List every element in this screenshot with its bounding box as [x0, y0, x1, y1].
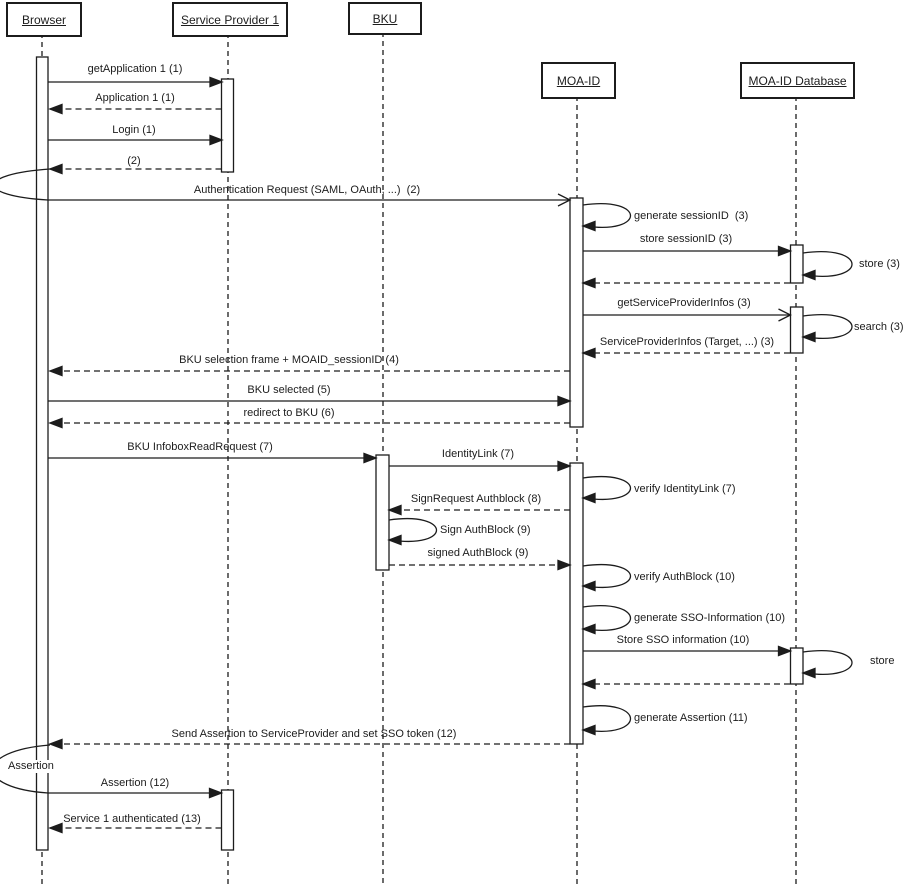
arrow-bku-selected	[48, 397, 570, 406]
arrow-store-return	[583, 279, 790, 288]
self-label-generate-sessionid: generate sessionID (3)	[634, 210, 749, 222]
message-label-login: Login (1)	[112, 124, 156, 136]
arrow-store-sso-return	[583, 680, 790, 689]
message-label-store-sessionid: store sessionID (3)	[639, 233, 733, 245]
actor-label: Service Provider 1	[180, 12, 280, 27]
loop-generate-sessionid	[583, 204, 631, 231]
self-label-generate-assertion: generate Assertion (11)	[634, 712, 748, 724]
message-label-service1-auth: Service 1 authenticated (13)	[63, 813, 201, 825]
message-label-2-return: (2)	[127, 155, 141, 167]
arrow-bku-selection-frame	[50, 367, 570, 376]
message-label-auth-request: Authentication Request (SAML, OAuth, ...) (2)	[193, 184, 421, 196]
self-label-search-3: search (3)	[854, 321, 904, 333]
loop-store-3	[803, 252, 852, 280]
loop-sign-authblock	[389, 519, 437, 545]
actor-label: MOA-ID	[556, 73, 601, 88]
actor-box-moaid	[541, 62, 616, 99]
loop-search-3	[803, 315, 852, 342]
activation-browser	[37, 57, 49, 850]
arrow-signed-authblock	[389, 561, 570, 570]
loop-verify-identitylink	[583, 477, 631, 503]
activation-bku	[376, 455, 389, 570]
message-label-signrequest: SignRequest Authblock (8)	[410, 493, 542, 505]
self-label-store-3: store (3)	[859, 258, 900, 270]
annotation-assertion: Assertion	[8, 760, 54, 772]
message-label-infobox-read: BKU InfoboxReadRequest (7)	[127, 441, 273, 453]
message-label-getapplication: getApplication 1 (1)	[87, 63, 183, 75]
self-label-verify-identitylink: verify IdentityLink (7)	[634, 483, 736, 495]
message-label-assertion-12: Assertion (12)	[100, 777, 170, 789]
activation-db-c	[791, 648, 804, 684]
actor-label: MOA-ID Database	[748, 73, 847, 88]
actor-label: BKU	[372, 11, 398, 26]
arrow-application-return	[50, 105, 222, 114]
actor-box-sp1	[172, 2, 288, 37]
actor-box-moaiddb	[740, 62, 855, 99]
activation-sp1-a	[222, 79, 234, 172]
self-label-verify-authblock: verify AuthBlock (10)	[634, 571, 735, 583]
activation-moaid-b	[570, 463, 583, 744]
arrow-store-sessionid	[583, 247, 791, 256]
arrow-get-sp-infos	[583, 309, 791, 321]
loop-verify-authblock	[583, 565, 631, 591]
message-label-redirect-to-bku: redirect to BKU (6)	[243, 407, 335, 419]
activation-sp1-b	[222, 790, 234, 850]
message-label-application-return: Application 1 (1)	[95, 92, 175, 104]
arrow-store-sso-information	[583, 647, 791, 656]
arrow-sp-infos-return	[583, 349, 790, 358]
self-label-generate-sso: generate SSO-Information (10)	[634, 612, 786, 624]
message-label-get-sp-infos: getServiceProviderInfos (3)	[617, 297, 751, 309]
self-label-sign-authblock: Sign AuthBlock (9)	[440, 524, 531, 536]
activation-db-b	[791, 307, 804, 353]
message-label-bku-selected: BKU selected (5)	[247, 384, 331, 396]
activation-db-a	[791, 245, 804, 283]
loop-generate-assertion	[583, 706, 631, 735]
self-label-store: store	[870, 655, 895, 667]
message-label-send-assertion: Send Assertion to ServiceProvider and set SSO token (12)	[171, 728, 457, 740]
arrow-signrequest-authblock	[389, 506, 570, 515]
arrow-identitylink	[389, 462, 570, 471]
loop-generate-sso-information	[583, 606, 631, 634]
message-label-store-sso: Store SSO information (10)	[616, 634, 750, 646]
loop-store	[803, 651, 852, 678]
message-label-identitylink: IdentityLink (7)	[441, 448, 515, 460]
actor-box-bku	[348, 2, 422, 35]
arrow-infobox-read-request	[48, 454, 376, 463]
message-label-signed-authblock: signed AuthBlock (9)	[427, 547, 529, 559]
actor-box-browser	[6, 2, 82, 37]
message-label-sp-infos-return: ServiceProviderInfos (Target, ...) (3)	[599, 336, 775, 348]
activation-moaid-a	[570, 198, 583, 427]
self-call-loops	[389, 204, 852, 735]
actor-label: Browser	[21, 12, 66, 27]
arrow-getapplication	[48, 78, 222, 87]
message-label-bku-selection-frame: BKU selection frame + MOAID_sessionID (4)	[179, 354, 399, 366]
